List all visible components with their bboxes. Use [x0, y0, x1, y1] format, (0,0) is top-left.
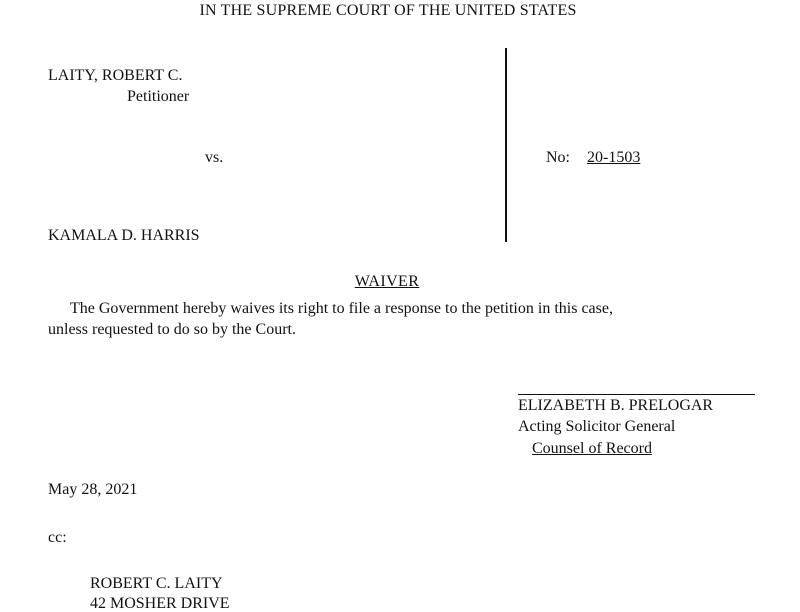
signer-title: Acting Solicitor General [518, 418, 676, 435]
cc-recipient-address: 42 MOSHER DRIVE [90, 595, 230, 612]
signer-name: ELIZABETH B. PRELOGAR [518, 397, 714, 414]
petitioner-role: Petitioner [127, 88, 190, 105]
respondent-name: KAMALA D. HARRIS [48, 227, 200, 244]
court-title: IN THE SUPREME COURT OF THE UNITED STATES [199, 2, 577, 19]
petitioner-name: LAITY, ROBERT C. [48, 67, 183, 84]
cc-label: cc: [48, 529, 67, 546]
signature-line [518, 394, 755, 395]
docket-number: 20-1503 [587, 149, 641, 166]
docket-label: No: [546, 149, 570, 166]
versus-label: vs. [205, 149, 224, 166]
caption-divider [505, 48, 507, 242]
body-text-line-1: The Government hereby waives its right to file a response to the petition in this case, [70, 300, 613, 317]
document-date: May 28, 2021 [48, 481, 138, 498]
counsel-of-record: Counsel of Record [532, 440, 652, 457]
waiver-heading: WAIVER [354, 273, 420, 290]
cc-recipient-name: ROBERT C. LAITY [90, 575, 223, 592]
body-text-line-2: unless requested to do so by the Court. [48, 321, 296, 338]
